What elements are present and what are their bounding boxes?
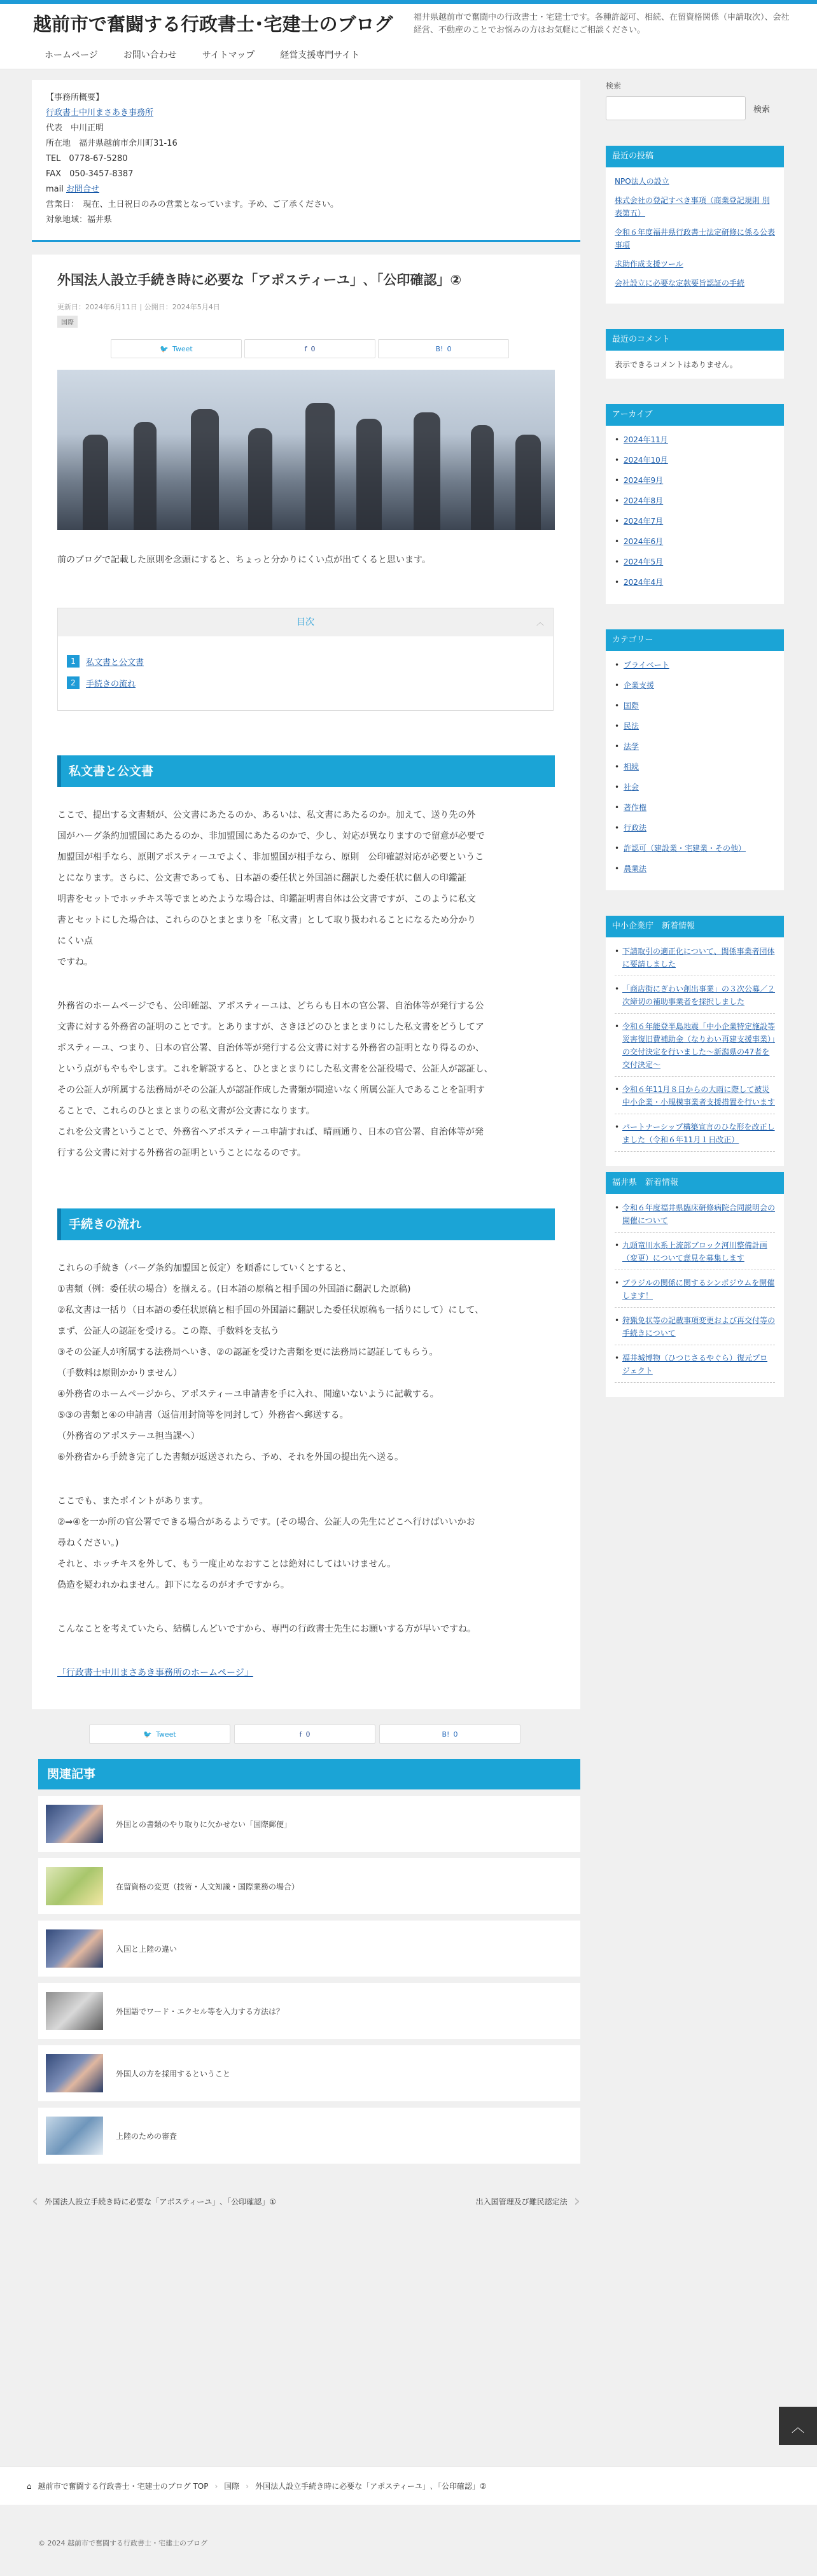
breadcrumb-home[interactable]: 越前市で奮闘する行政書士・宅建士のブログ TOP bbox=[38, 2482, 209, 2491]
sme-news-widget bbox=[606, 916, 784, 1166]
toc-link[interactable]: 手続きの流れ bbox=[86, 679, 136, 689]
prev-post-title[interactable]: 外国法人設立手続き時に必要な「アポスティーユ」､「公印確認」① bbox=[45, 2197, 276, 2206]
tweet-button[interactable] bbox=[111, 339, 242, 358]
hatena-icon: B! bbox=[442, 1730, 450, 1739]
related-posts bbox=[38, 1759, 580, 2164]
archive-link[interactable]: 2024年5月 bbox=[624, 557, 664, 566]
facebook-button[interactable] bbox=[234, 1725, 375, 1744]
office-hours: 営業日： 現在、土日祝日のみの営業となっています。予め、ご了承ください。 bbox=[46, 200, 339, 209]
toc-item[interactable] bbox=[67, 673, 544, 692]
nav-sitemap[interactable]: サイトマップ bbox=[202, 50, 255, 60]
category-link[interactable]: プライベート bbox=[624, 661, 669, 669]
category-link[interactable]: 許認可（建設業・宅建業・その他） bbox=[624, 844, 746, 853]
share-buttons-top bbox=[111, 339, 555, 358]
widget-title: 中小企業庁 新着情報 bbox=[606, 916, 784, 937]
related-thumbnail[interactable] bbox=[46, 1929, 103, 1968]
archive-link[interactable]: 2024年8月 bbox=[624, 496, 664, 505]
site-title[interactable]: 越前市で奮闘する行政書士･宅建士のブログ bbox=[33, 13, 393, 35]
facebook-count: 0 bbox=[305, 1730, 311, 1739]
recent-post-link[interactable]: NPO法人の設立 bbox=[615, 177, 669, 186]
office-area: 対象地域：福井県 bbox=[46, 215, 113, 225]
closing-text: こんなことを考えていたら、結構しんどいですから、専門の行政書士先生にお願いする方が早いですね。 bbox=[57, 1624, 476, 1634]
archive-link[interactable]: 2024年11月 bbox=[624, 435, 668, 444]
category-link[interactable]: 行政法 bbox=[624, 823, 647, 832]
recent-post-link[interactable]: 会社設立に必要な定款要旨認証の手続 bbox=[615, 279, 745, 288]
chevron-right-icon: › bbox=[573, 2192, 580, 2211]
hatena-icon: B! bbox=[435, 344, 443, 353]
nav-contact[interactable]: お問い合わせ bbox=[123, 50, 177, 60]
related-item[interactable] bbox=[38, 1858, 580, 1914]
published-date: 公開日：2024年5月4日 bbox=[144, 303, 220, 311]
fukui-news-widget bbox=[606, 1172, 784, 1397]
recent-comments-widget bbox=[606, 329, 784, 379]
news-link[interactable]: 狩猟免状等の記載事項変更および再交付等の手続きについて bbox=[622, 1316, 776, 1338]
office-info bbox=[32, 80, 580, 242]
prev-post-link[interactable] bbox=[32, 2192, 276, 2211]
section-body: ここで、提出する文書類が、公文書にあたるのか、あるいは、私文書にあたるのか。加えて、送り先の外 国がハーグ条約加盟国にあたるのか、非加盟国にあたるのかで、少し、対応が異なりますので留意が必要で 加盟国が相手なら、原則アポスティーユでよく、非加盟国が相手なら、原則 公印確認対応が必要というこ とになります。さらに、公文書であっても、日本語の委任状と外国語に翻訳した委任状に個人の印鑑証 明書をセットでホッチキス等でまとめたような場合は、印鑑証明書自体は公文書ですが、このように私文 書とセットにした場合は、これらのひとまとまりを「私文書」として取り扱われることになるため分かり にくい点 ですね。 外務省のホームページでも、公印確認、アポスティーユは、どちらも日本の官公署、自治体等が発行する公 文書に対する外務省の証明のことです。とありますが、さきほどのひとまとまりにした私文書をどうしてア ポスティーユ、つまり、日本の官公署、自治体等が発行する公文書に対する外務省の証明となり得るのか、 という点がもやもやします。これを解説すると、ひとまとまりにした私文書を公証役場で、公証人が認証し、 その公証人が所属する法務局がその公証人が認証作成した書類が間違いなく所属公証人であることを証明す ることで、これらのひとまとまりの私文書が公文書になります。 これを公文書ということで、外務省へアポスティーユ申請すれば、晴画通り、日本の官公署、自治体等が発 行する公文書に対する外務省の証明ということになるのです。 bbox=[57, 810, 493, 1158]
archive-link[interactable]: 2024年9月 bbox=[624, 476, 664, 485]
global-nav bbox=[0, 41, 817, 69]
office-fax: FAX 050-3457-8387 bbox=[46, 169, 134, 179]
category-tag[interactable]: 国際 bbox=[57, 316, 78, 328]
share-buttons-bottom bbox=[89, 1725, 580, 1744]
related-item-title[interactable]: 外国語でワード・エクセル等を入力する方法は？ bbox=[116, 2006, 284, 2016]
related-thumbnail[interactable] bbox=[46, 2117, 103, 2155]
related-item-title[interactable]: 入国と上陸の違い bbox=[116, 1944, 178, 1954]
office-mail-link[interactable]: お問合せ bbox=[66, 185, 100, 194]
widget-title: 福井県 新着情報 bbox=[606, 1172, 784, 1194]
back-to-top-button[interactable] bbox=[779, 2407, 817, 2445]
category-link[interactable]: 著作権 bbox=[624, 803, 647, 812]
archive-widget bbox=[606, 404, 784, 604]
article-meta: 更新日：2024年6月11日 | 公開日：2024年5月4日 bbox=[57, 303, 220, 311]
news-link[interactable]: 九頭竜川水系上流部ブロック河川整備計画（変更）について意見を募集します bbox=[622, 1241, 767, 1263]
twitter-icon: 🐦 bbox=[160, 344, 169, 353]
tweet-button[interactable] bbox=[89, 1725, 230, 1744]
article bbox=[32, 255, 580, 1709]
office-mail-label: mail bbox=[46, 185, 64, 194]
intro-text: 前のブログで記載した原則を念頭にすると、ちょっと分かりにくい点が出てくると思います。 bbox=[57, 555, 431, 565]
chevron-left-icon: ‹ bbox=[32, 2192, 39, 2211]
related-title: 関連記事 bbox=[38, 1759, 580, 1789]
nav-management-site[interactable]: 経営支援専門サイト bbox=[280, 50, 360, 60]
main-column bbox=[32, 80, 580, 2211]
homepage-link[interactable]: 「行政書士中川まさあき事務所のホームページ」 bbox=[57, 1668, 253, 1678]
hatena-button[interactable] bbox=[378, 339, 509, 358]
nav-home[interactable]: ホームページ bbox=[45, 50, 98, 60]
post-pager bbox=[32, 2192, 580, 2211]
category-link[interactable]: 企業支援 bbox=[624, 681, 655, 690]
next-post-link[interactable] bbox=[476, 2192, 580, 2211]
updated-date: 更新日：2024年6月11日 bbox=[57, 303, 137, 311]
category-link[interactable]: 民法 bbox=[624, 722, 639, 731]
news-link[interactable]: 福井城博物（ひつじさるやぐら）復元プロジェクト bbox=[622, 1354, 768, 1375]
footer-copyright: © 2024 越前市で奮闘する行政書士・宅建士のブログ bbox=[0, 2505, 817, 2576]
section-body: これらの手続き（バーグ条約加盟国と仮定）を順番にしていくとすると、 ①書類（例：委任状の場合）を揃える。(日本語の原稿と相手国の外国語に翻訳した原稿) ②私文書は一括り（日本語の委任状原稿と相手国の外国語に翻訳した委任状原稿も一括りにして）にして、 まず、公証人の認証を受ける。この際、手数料を支払う ③その公証人が所属する法務局へいき、②の認証を受けた書類を更に法務局に認証してもらう。 （手数料は原則かかりません） ④外務省のホームページから、アポスティーユ申請書を手に入れ、間違いないように記載する。 ⑤③の書類と④の申請書（返信用封筒等を同封して）外務省へ郵送する。 （外務省のアポステーユ担当課へ） ⑥外務省から手続き完了した書類が返送されたら、予め、それを外国の提出先へ送る。 ここでも、またポイントがあります。 ②⇒④を一か所の官公署でできる場合があるようです。(その場合、公証人の先生にどこへ行けばいいかお 尋ねください。) それと、ホッチキスを外して、もう一度止めなおすことは絶対にしてはいけません。 偽造を疑われかねません。卸下になるのがオチですから。 こんなことを考えていたら、結構しんどいですから、専門の行政書士先生にお願いする方が早いですね。 「行政書士中川まさあき事務所のホームページ」 bbox=[57, 1258, 555, 1684]
search-widget bbox=[606, 96, 784, 120]
recent-post-link[interactable]: 令和６年度福井県行政書士法定研修に係る公表事項 bbox=[615, 228, 776, 249]
widget-title: 最近のコメント bbox=[606, 329, 784, 351]
chevron-up-icon: ︿ bbox=[792, 2419, 804, 2435]
facebook-count: 0 bbox=[311, 344, 316, 353]
office-rep: 代表 中川正明 bbox=[46, 123, 104, 133]
toc-header[interactable] bbox=[58, 608, 553, 636]
next-post-title[interactable]: 出入国管理及び難民認定法 bbox=[475, 2197, 568, 2206]
toc-link[interactable]: 私文書と公文書 bbox=[86, 657, 144, 668]
category-link[interactable]: 農業法 bbox=[624, 864, 647, 873]
recent-posts-widget bbox=[606, 146, 784, 304]
news-link[interactable]: 下請取引の適正化について、関係事業者団体に要請しました bbox=[622, 947, 775, 969]
chevron-up-icon[interactable]: ︿ bbox=[536, 618, 544, 627]
search-input[interactable] bbox=[606, 96, 746, 120]
toc-item[interactable] bbox=[67, 652, 544, 671]
news-link[interactable]: 令和６年度福井県臨床研修病院合同説明会の開催について bbox=[622, 1203, 776, 1225]
category-link[interactable]: 相続 bbox=[624, 762, 639, 771]
hatena-count: 0 bbox=[447, 344, 452, 353]
widget-title: カテゴリー bbox=[606, 629, 784, 651]
section-heading: 私文書と公文書 bbox=[57, 755, 555, 787]
related-item-title[interactable]: 在留資格の変更（技術・人文知識・国際業務の場合） bbox=[116, 1882, 300, 1891]
related-thumbnail[interactable] bbox=[46, 1805, 103, 1843]
related-item-title[interactable]: 上陸のための審査 bbox=[116, 2131, 178, 2141]
breadcrumb bbox=[0, 2467, 817, 2505]
toc-title: 目次 bbox=[297, 617, 314, 627]
hatena-count: 0 bbox=[453, 1730, 458, 1739]
no-comments-text: 表示できるコメントはありません。 bbox=[606, 351, 784, 379]
section-heading: 手続きの流れ bbox=[57, 1208, 555, 1240]
widget-title: アーカイブ bbox=[606, 404, 784, 426]
table-of-contents bbox=[57, 608, 554, 711]
article-title: 外国法人設立手続き時に必要な「アポスティーユ」､「公印確認」② bbox=[57, 272, 462, 288]
twitter-icon: 🐦 bbox=[143, 1730, 152, 1739]
category-link[interactable]: 国際 bbox=[624, 701, 639, 710]
related-item[interactable] bbox=[38, 1796, 580, 1852]
toc-number: 2 bbox=[67, 676, 80, 689]
breadcrumb-category[interactable]: 国際 bbox=[224, 2482, 240, 2491]
related-item[interactable] bbox=[38, 2108, 580, 2164]
facebook-icon: f bbox=[299, 1730, 302, 1739]
archive-link[interactable]: 2024年10月 bbox=[624, 456, 668, 465]
chevron-right-icon: › bbox=[246, 2481, 249, 2491]
related-thumbnail[interactable] bbox=[46, 2054, 103, 2092]
recent-post-link[interactable]: 求助作成支援ツール bbox=[615, 260, 683, 269]
office-name-link[interactable]: 行政書士中川まさあき事務所 bbox=[46, 108, 154, 118]
chevron-right-icon: › bbox=[214, 2481, 218, 2491]
site-header bbox=[0, 4, 817, 41]
breadcrumb-current: 外国法人設立手続き時に必要な「アポスティーユ」､「公印確認」② bbox=[255, 2482, 487, 2491]
related-item-title[interactable]: 外国との書類のやり取りに欠かせない「国際郵便」 bbox=[116, 1819, 292, 1829]
news-link[interactable]: 令和６年11月８日からの大雨に際して被災中小企業・小規模事業者支援措置を行います bbox=[622, 1085, 776, 1107]
hatena-button[interactable] bbox=[379, 1725, 520, 1744]
sidebar bbox=[606, 80, 784, 1397]
toc-number: 1 bbox=[67, 655, 80, 668]
news-link[interactable]: パートナーシップ構築宣言のひな形を改正しました（令和６年11月１日改正） bbox=[622, 1123, 775, 1144]
widget-title: 最近の投稿 bbox=[606, 146, 784, 167]
recent-post-link[interactable]: 株式会社の登記すべき事項（商業登記規則 別表第五） bbox=[615, 196, 770, 218]
office-address: 所在地 福井県越前市余川町31-16 bbox=[46, 139, 178, 148]
archive-link[interactable]: 2024年4月 bbox=[624, 578, 664, 587]
related-item-title[interactable]: 外国人の方を採用するということ bbox=[116, 2069, 231, 2078]
site-description: 福井県越前市で奮闘中の行政書士・宅建士です。各種許認可、相続、在留資格関係（申請取次）、会社経営、不動産のことでお悩みの方はお気軽にご相談ください。 bbox=[414, 13, 790, 35]
news-link[interactable]: ブラジルの関係に関するシンポジウムを開催します！ bbox=[622, 1278, 775, 1300]
related-thumbnail[interactable] bbox=[46, 1867, 103, 1905]
hero-image bbox=[57, 370, 555, 530]
related-item[interactable] bbox=[38, 2045, 580, 2101]
news-link[interactable]: 「商店街にぎわい創出事業」の３次公募／２次締切の補助事業者を採択しました bbox=[622, 984, 776, 1006]
search-label: 検索 bbox=[606, 81, 622, 90]
facebook-icon: f bbox=[304, 344, 307, 353]
archive-link[interactable]: 2024年6月 bbox=[624, 537, 664, 546]
related-item[interactable] bbox=[38, 1983, 580, 2039]
home-icon: ⌂ bbox=[27, 2481, 32, 2491]
news-link[interactable]: 令和６年能登半島地震「中小企業特定施設等災害復旧費補助金（なりわい再建支援事業）」の交付決定を行いました～新潟県の47者を交付決定～ bbox=[622, 1022, 776, 1069]
search-button[interactable]: 検索 bbox=[753, 104, 771, 115]
tweet-label: Tweet bbox=[155, 1730, 176, 1739]
category-link[interactable]: 法学 bbox=[624, 742, 639, 751]
facebook-button[interactable] bbox=[244, 339, 375, 358]
office-heading: 【事務所概要】 bbox=[46, 93, 104, 102]
tweet-label: Tweet bbox=[172, 344, 193, 353]
related-item[interactable] bbox=[38, 1921, 580, 1977]
archive-link[interactable]: 2024年7月 bbox=[624, 517, 664, 526]
category-link[interactable]: 社会 bbox=[624, 783, 639, 792]
office-tel: TEL 0778-67-5280 bbox=[46, 154, 128, 164]
category-widget bbox=[606, 629, 784, 890]
related-thumbnail[interactable] bbox=[46, 1992, 103, 2030]
